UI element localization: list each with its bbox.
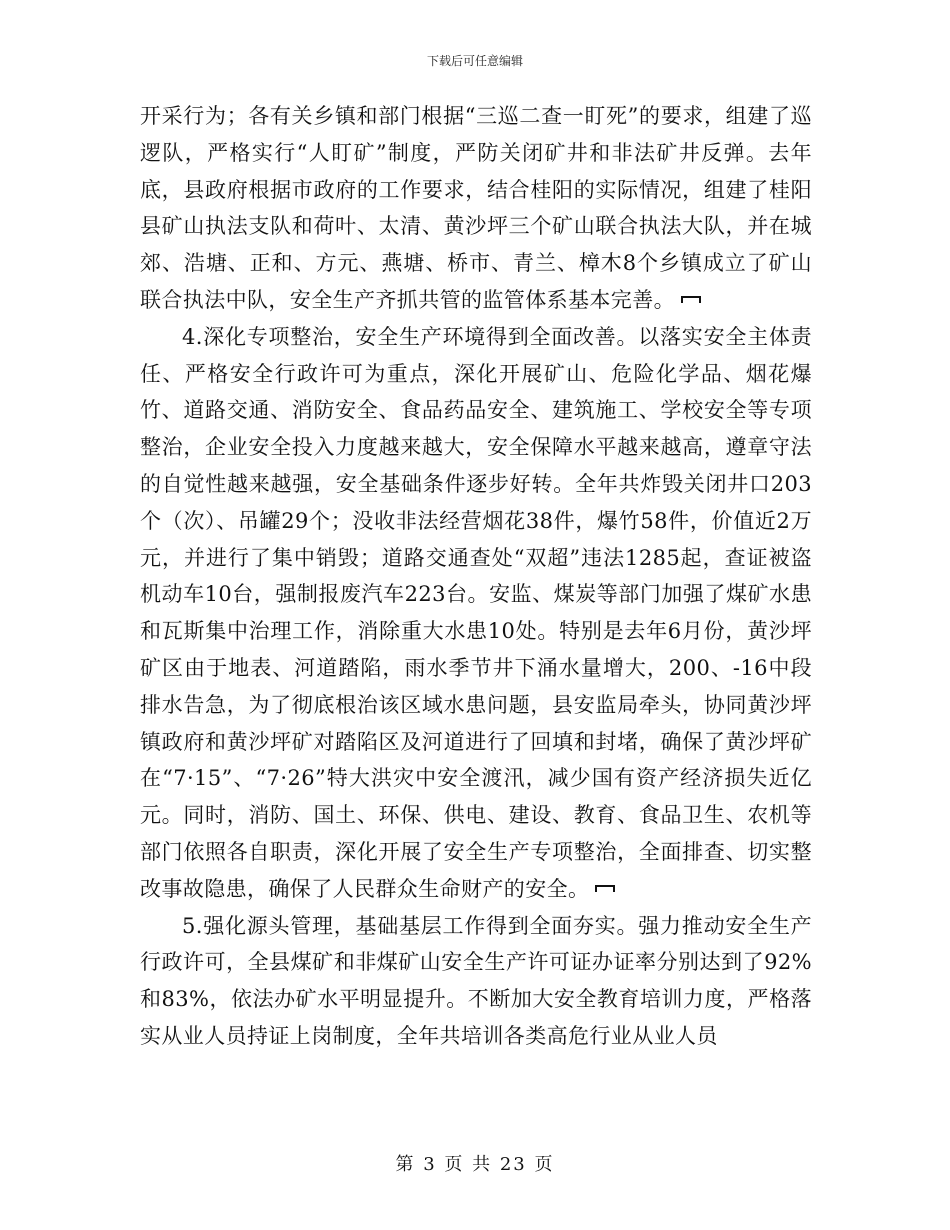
paragraph-1 bbox=[140, 98, 812, 319]
paragraph-mark-icon bbox=[595, 883, 615, 893]
page-header: 下载后可任意编辑 bbox=[426, 54, 523, 68]
page-footer: 第 3 页 共 23 页 bbox=[395, 1154, 555, 1175]
paragraph-1-text: 开采行为；各有关乡镇和部门根据“三巡二查一盯死”的要求，组建了巡逻队，严格实行“人盯矿”制度，严防关闭矿井和非法矿井反弹。去年底，县政府根据市政府的工作要求，结合桂阳的实际情况，组建了桂阳县矿山执法支队和荷叶、太清、黄沙坪三个矿山联合执法大队，并在城郊、浩塘、正和、方元、燕塘、桥市、青兰、樟木8个乡镇成立了矿山联合执法中队，安全生产齐抓共管的监管体系基本完善。 bbox=[140, 104, 812, 312]
document-body bbox=[140, 98, 812, 1055]
paragraph-3-text: 5.强化源头管理，基础基层工作得到全面夯实。强力推动安全生产行政许可，全县煤矿和非煤矿山安全生产许可证办证率分别达到了92%和83%，依法办矿水平明显提升。不断加大安全教育培训力度，严格落实从业人员持证上岗制度，全年共培训各类高危行业从业人员 bbox=[140, 913, 812, 1048]
paragraph-mark-icon bbox=[681, 294, 701, 304]
paragraph-2 bbox=[140, 319, 812, 908]
paragraph-2-text: 4.深化专项整治，安全生产环境得到全面改善。以落实安全主体责任、严格安全行政许可为重点，深化开展矿山、危险化学品、烟花爆竹、道路交通、消防安全、食品药品安全、建筑施工、学校安全等专项整治，企业安全投入力度越来越大，安全保障水平越来越高，遵章守法的自觉性越来越强，安全基础条件逐步好转。全年共炸毁关闭井口203个（次）、吊罐29个；没收非法经营烟花38件，爆竹58件，价值近2万元，并进行了集中销毁；道路交通查处“双超”违法1285起，查证被盗机动车10台，强制报废汽车223台。安监、煤炭等部门加强了煤矿水患和瓦斯集中治理工作，消除重大水患10处。特别是去年6月份，黄沙坪矿区由于地表、河道踏陷，雨水季节井下涌水量增大，200、-16中段排水告急，为了彻底根治该区域水患问题，县安监局牵头，协同黄沙坪镇政府和黄沙坪矿对踏陷区及河道进行了回填和封堵，确保了黄沙坪矿在“7·15”、“7·26”特大洪灾中安全渡汛，减少国有资产经济损失近亿元。同时，消防、国土、环保、供电、建设、教育、食品卫生、农机等部门依照各自职责，深化开展了安全生产专项整治，全面排查、切实整改事故隐患，确保了人民群众生命财产的安全。 bbox=[140, 324, 812, 901]
paragraph-3 bbox=[140, 908, 812, 1055]
